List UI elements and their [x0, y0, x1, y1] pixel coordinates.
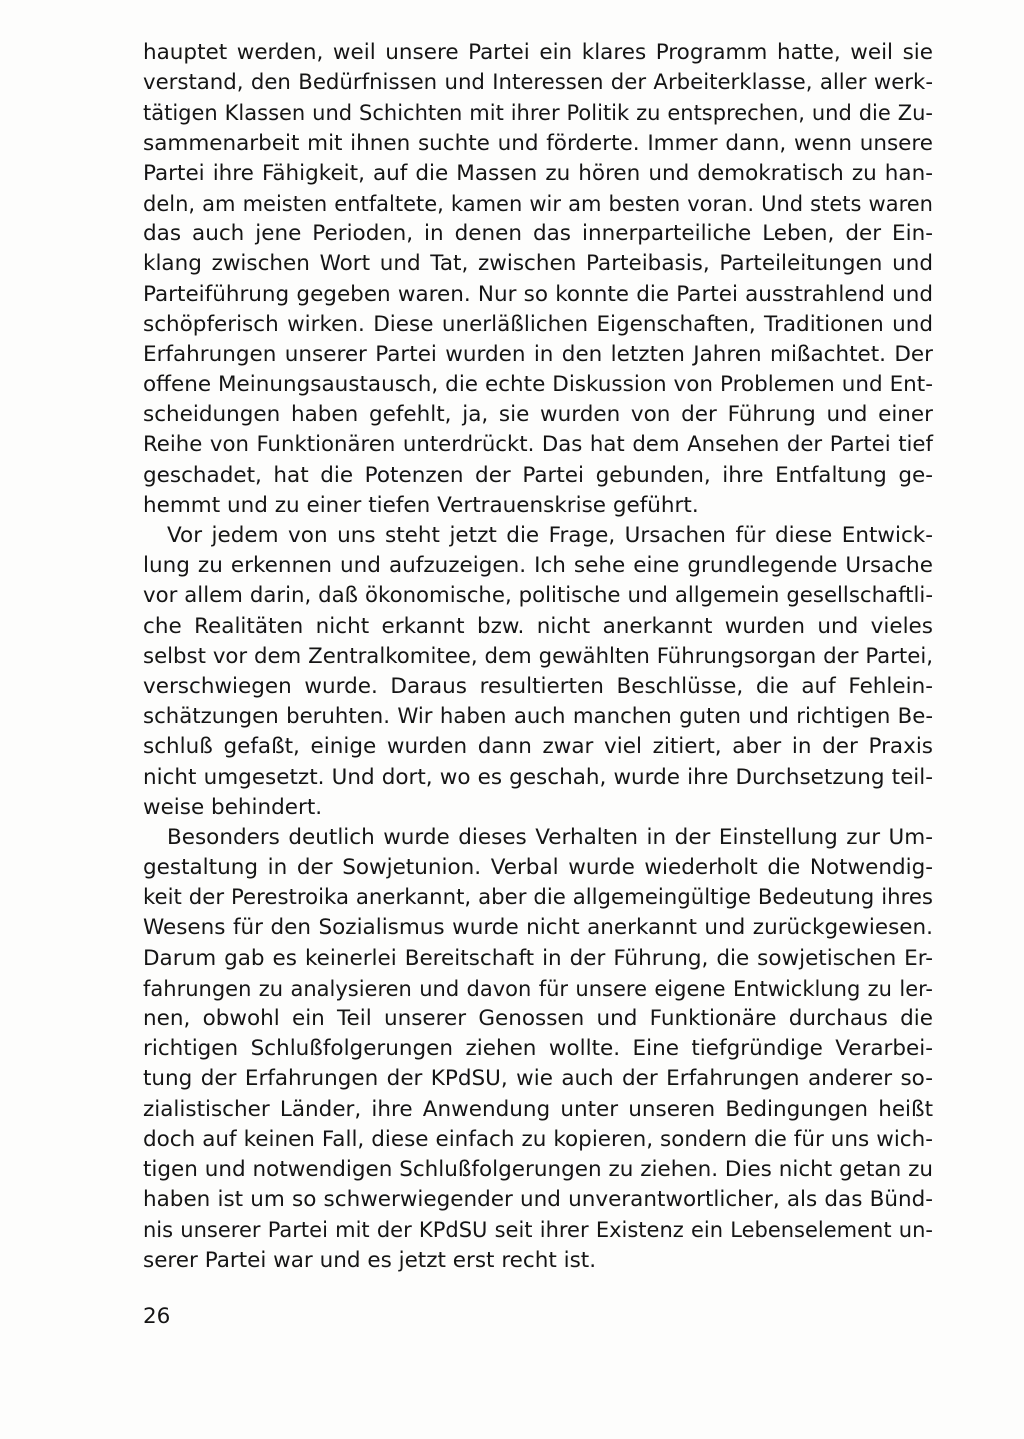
text-line: Wesens für den Sozialismus wurde nicht anerkannt und zurückgewiesen. — [143, 915, 933, 941]
text-line: hauptet werden, weil unsere Partei ein klares Programm hatte, weil sie — [143, 40, 933, 65]
text-line: lung zu erkennen und aufzuzeigen. Ich sehe eine grundlegende Ursache — [143, 553, 933, 579]
text-line: tigen und notwendigen Schlußfolgerungen zu ziehen. Dies nicht getan zu — [143, 1156, 933, 1182]
page-number: 26 — [143, 1304, 171, 1329]
text-line: Partei ihre Fähigkeit, auf die Massen zu hören und demokratisch zu han- — [143, 160, 933, 186]
text-line: sammenarbeit mit ihnen suchte und förderte. Immer dann, wenn unsere — [143, 130, 933, 156]
text-line: nicht umgesetzt. Und dort, wo es geschah, wurde ihre Durchsetzung teil- — [143, 764, 933, 790]
text-line: Besonders deutlich wurde dieses Verhalten in der Einstellung zur Um- — [167, 824, 933, 850]
text-line: Darum gab es keinerlei Bereitschaft in der Führung, die sowjetischen Er- — [143, 945, 933, 971]
text-line: nen, obwohl ein Teil unserer Genossen und Funktionäre durchaus die — [143, 1006, 933, 1031]
text-line: Vor jedem von uns steht jetzt die Frage, Ursachen für diese Entwick- — [167, 523, 933, 548]
text-line: tung der Erfahrungen der KPdSU, wie auch der Erfahrungen anderer so- — [143, 1066, 933, 1092]
text-line: fahrungen zu analysieren und davon für unsere eigene Entwicklung zu ler- — [143, 976, 933, 1001]
text-line: geschadet, hat die Potenzen der Partei gebunden, ihre Entfaltung ge- — [143, 462, 933, 488]
text-line: haben ist um so schwerwiegender und unverantwortlicher, als das Bünd- — [143, 1187, 933, 1213]
paragraph-1 — [143, 38, 933, 521]
text-line: das auch jene Perioden, in denen das innerparteiliche Leben, der Ein- — [143, 221, 933, 247]
text-line: gestaltung in der Sowjetunion. Verbal wurde wiederholt die Notwendig- — [143, 855, 933, 881]
text-line: weise behindert. — [143, 794, 323, 820]
text-line: vor allem darin, daß ökonomische, politische und allgemein gesellschaftli- — [143, 583, 933, 609]
paragraph-3 — [143, 823, 933, 1276]
text-line: offene Meinungsaustausch, die echte Diskussion von Problemen und Ent- — [143, 372, 933, 398]
text-line: Erfahrungen unserer Partei wurden in den letzten Jahren mißachtet. Der — [143, 341, 933, 367]
text-line: doch auf keinen Fall, diese einfach zu kopieren, sondern die für uns wich- — [143, 1126, 933, 1152]
text-line: verschwiegen wurde. Daraus resultierten Beschlüsse, die auf Fehlein- — [143, 673, 933, 699]
text-line: che Realitäten nicht erkannt bzw. nicht anerkannt wurden und vieles — [143, 613, 933, 639]
text-line: schöpferisch wirken. Diese unerläßlichen Eigenschaften, Traditionen und — [143, 311, 933, 337]
text-line: selbst vor dem Zentralkomitee, dem gewählten Führungsorgan der Partei, — [143, 643, 933, 669]
text-line: Parteiführung gegeben waren. Nur so konnte die Partei ausstrahlend und — [143, 281, 933, 307]
text-line: tätigen Klassen und Schichten mit ihrer Politik zu entsprechen, und die Zu- — [143, 101, 933, 126]
text-line: richtigen Schlußfolgerungen ziehen wollte. Eine tiefgründige Verarbei- — [143, 1036, 933, 1062]
text-line: schluß gefaßt, einige wurden dann zwar viel zitiert, aber in der Praxis — [143, 734, 933, 760]
text-line: zialistischer Länder, ihre Anwendung unter unseren Bedingungen heißt — [143, 1096, 933, 1122]
text-line: Reihe von Funktionären unterdrückt. Das hat dem Ansehen der Partei tief — [143, 432, 933, 458]
text-line: verstand, den Bedürfnissen und Interessen der Arbeiterklasse, aller werk- — [143, 70, 933, 96]
body-text — [143, 38, 933, 1276]
text-line: nis unserer Partei mit der KPdSU seit ihrer Existenz ein Lebenselement un- — [143, 1218, 933, 1243]
text-line: deln, am meisten entfaltete, kamen wir am besten voran. Und stets waren — [143, 191, 933, 216]
paragraph-2 — [143, 521, 933, 823]
text-line: schätzungen beruhten. Wir haben auch manchen guten und richtigen Be- — [143, 704, 933, 730]
text-line: serer Partei war und es jetzt erst recht ist. — [143, 1247, 597, 1273]
text-line: keit der Perestroika anerkannt, aber die allgemeingültige Bedeutung ihres — [143, 885, 933, 911]
text-line: scheidungen haben gefehlt, ja, sie wurden von der Führung und einer — [143, 402, 933, 428]
text-line: klang zwischen Wort und Tat, zwischen Parteibasis, Parteileitungen und — [143, 251, 933, 277]
text-line: hemmt und zu einer tiefen Vertrauenskrise geführt. — [143, 492, 699, 518]
